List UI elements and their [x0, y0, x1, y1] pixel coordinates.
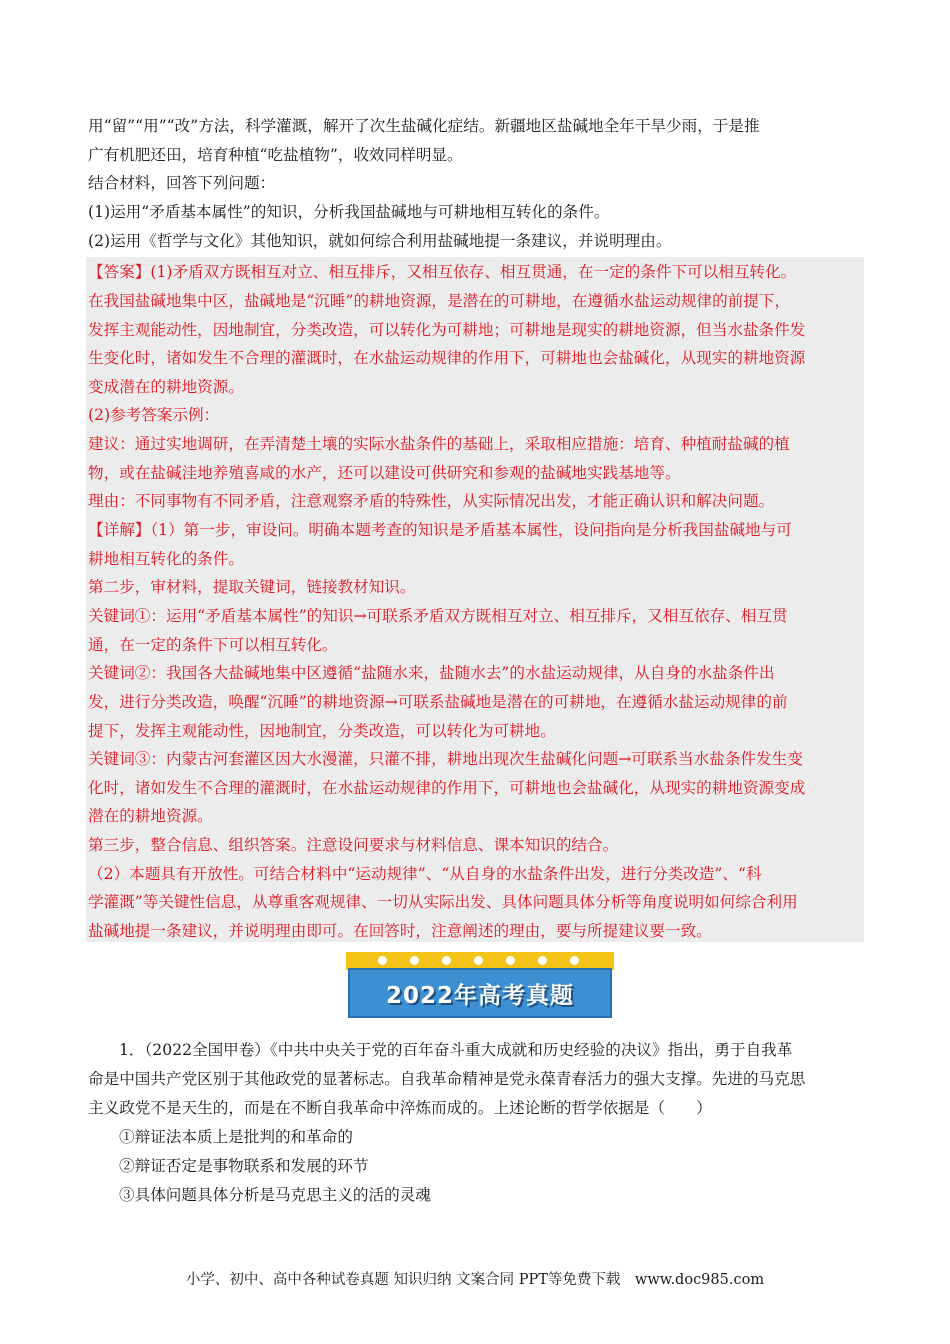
section-banner [346, 952, 614, 1022]
answer-line-3: 发挥主观能动性，因地制宜，分类改造，可以转化为可耕地；可耕地是现实的耕地资源，但当水盐条件发 [88, 321, 806, 339]
answer-line-4: 生变化时，诸如发生不合理的灌溉时，在水盐运动规律的作用下，可耕地也会盐碱化，从现实的耕地资源 [88, 349, 806, 367]
answer-line-15: 关键词②：我国各大盐碱地集中区遵循“盐随水来，盐随水去”的水盐运动规律，从自身的水盐条件出 [88, 664, 775, 682]
banner-dot [506, 956, 515, 965]
banner-dot [570, 956, 579, 965]
question-option-1: ①辩证法本质上是批判的和革命的 [119, 1128, 353, 1146]
answer-line-14: 通，在一定的条件下可以相互转化。 [88, 636, 338, 654]
answer-line-5: 变成潜在的耕地资源。 [88, 378, 244, 396]
answer-line-13: 关键词①：运用“矛盾基本属性”的知识→可联系矛盾双方既相互对立、相互排斥，又相互依存、相互贯 [88, 607, 788, 625]
answer-line-18: 关键词③：内蒙古河套灌区因大水漫灌，只灌不排，耕地出现次生盐碱化问题→可联系当水盐条件发生变 [88, 750, 803, 768]
answer-line-21: 第三步，整合信息、组织答案。注意设问要求与材料信息、课本知识的结合。 [88, 836, 619, 854]
banner-dot [378, 956, 387, 965]
material-line-1: 用“留”“用”“改”方法，科学灌溉，解开了次生盐碱化症结。新疆地区盐碱地全年干旱少雨，于是推 [88, 117, 760, 135]
answer-line-19: 化时，诸如发生不合理的灌溉时，在水盐运动规律的作用下，可耕地也会盐碱化，从现实的耕地资源变成 [88, 779, 806, 797]
material-line-2: 广有机肥还田，培育种植“吃盐植物”，收效同样明显。 [88, 146, 463, 164]
banner-dot [410, 956, 419, 965]
material-line-4: (1)运用“矛盾基本属性”的知识，分析我国盐碱地与可耕地相互转化的条件。 [88, 203, 610, 221]
answer-line-17: 提下，发挥主观能动性，因地制宜，分类改造，可以转化为可耕地。 [88, 722, 556, 740]
banner-dot [538, 956, 547, 965]
answer-line-10: 【详解】（1）第一步，审设问。明确本题考查的知识是矛盾基本属性，设问指向是分析我国盐碱地与可 [88, 521, 792, 539]
question-line-3: 主义政党不是天生的，而是在不断自我革命中淬炼而成的。上述论断的哲学依据是（ ） [88, 1099, 712, 1117]
answer-line-23: 学灌溉”等关键性信息，从尊重客观规律、一切从实际出发、具体问题具体分析等角度说明如何综合利用 [88, 893, 798, 911]
page-footer: 小学、初中、高中各种试卷真题 知识归纳 文案合同 PPT等免费下载 www.doc985.com [185, 1272, 765, 1288]
banner-title-box [348, 968, 612, 1018]
answer-line-8: 物，或在盐碱洼地养殖喜咸的水产，还可以建设可供研究和参观的盐碱地实践基地等。 [88, 464, 681, 482]
answer-line-9: 理由：不同事物有不同矛盾，注意观察矛盾的特殊性，从实际情况出发，才能正确认识和解决问题。 [88, 492, 775, 510]
answer-line-2: 在我国盐碱地集中区，盐碱地是“沉睡”的耕地资源，是潜在的可耕地，在遵循水盐运动规律的前提下， [88, 292, 791, 310]
question-option-3: ③具体问题具体分析是马克思主义的活的灵魂 [119, 1186, 431, 1204]
material-line-5: (2)运用《哲学与文化》其他知识，就如何综合利用盐碱地提一条建议，并说明理由。 [88, 232, 672, 250]
answer-line-11: 耕地相互转化的条件。 [88, 550, 244, 568]
answer-line-16: 发，进行分类改造，唤醒“沉睡”的耕地资源→可联系盐碱地是潜在的可耕地，在遵循水盐运动规律的前 [88, 693, 788, 711]
material-line-3: 结合材料，回答下列问题： [88, 174, 276, 192]
answer-line-24: 盐碱地提一条建议，并说明理由即可。在回答时，注意阐述的理由，要与所提建议要一致。 [88, 922, 712, 940]
answer-line-7: 建议：通过实地调研，在弄清楚土壤的实际水盐条件的基础上，采取相应措施：培育、种植耐盐碱的植 [88, 435, 790, 453]
banner-dot [442, 956, 451, 965]
answer-line-22: （2）本题具有开放性。可结合材料中“运动规律”、“从自身的水盐条件出发，进行分类改造”、“科 [88, 865, 762, 883]
answer-line-6: (2)参考答案示例： [88, 406, 220, 424]
question-line-1: 1．（2022全国甲卷）《中共中央关于党的百年奋斗重大成就和历史经验的决议》指出，勇于自我革 [119, 1041, 793, 1059]
question-line-2: 命是中国共产党区别于其他政党的显著标志。自我革命精神是党永葆青春活力的强大支撑。先进的马克思 [88, 1070, 806, 1088]
answer-line-1: 【答案】(1)矛盾双方既相互对立、相互排斥，又相互依存、相互贯通，在一定的条件下可以相互转化。 [88, 263, 797, 281]
banner-dot [474, 956, 483, 965]
question-option-2: ②辩证否定是事物联系和发展的环节 [119, 1157, 369, 1175]
banner-title: 2022年高考真题 [385, 982, 574, 1009]
answer-line-12: 第二步，审材料，提取关键词，链接教材知识。 [88, 578, 416, 596]
answer-line-20: 潜在的耕地资源。 [88, 807, 213, 825]
